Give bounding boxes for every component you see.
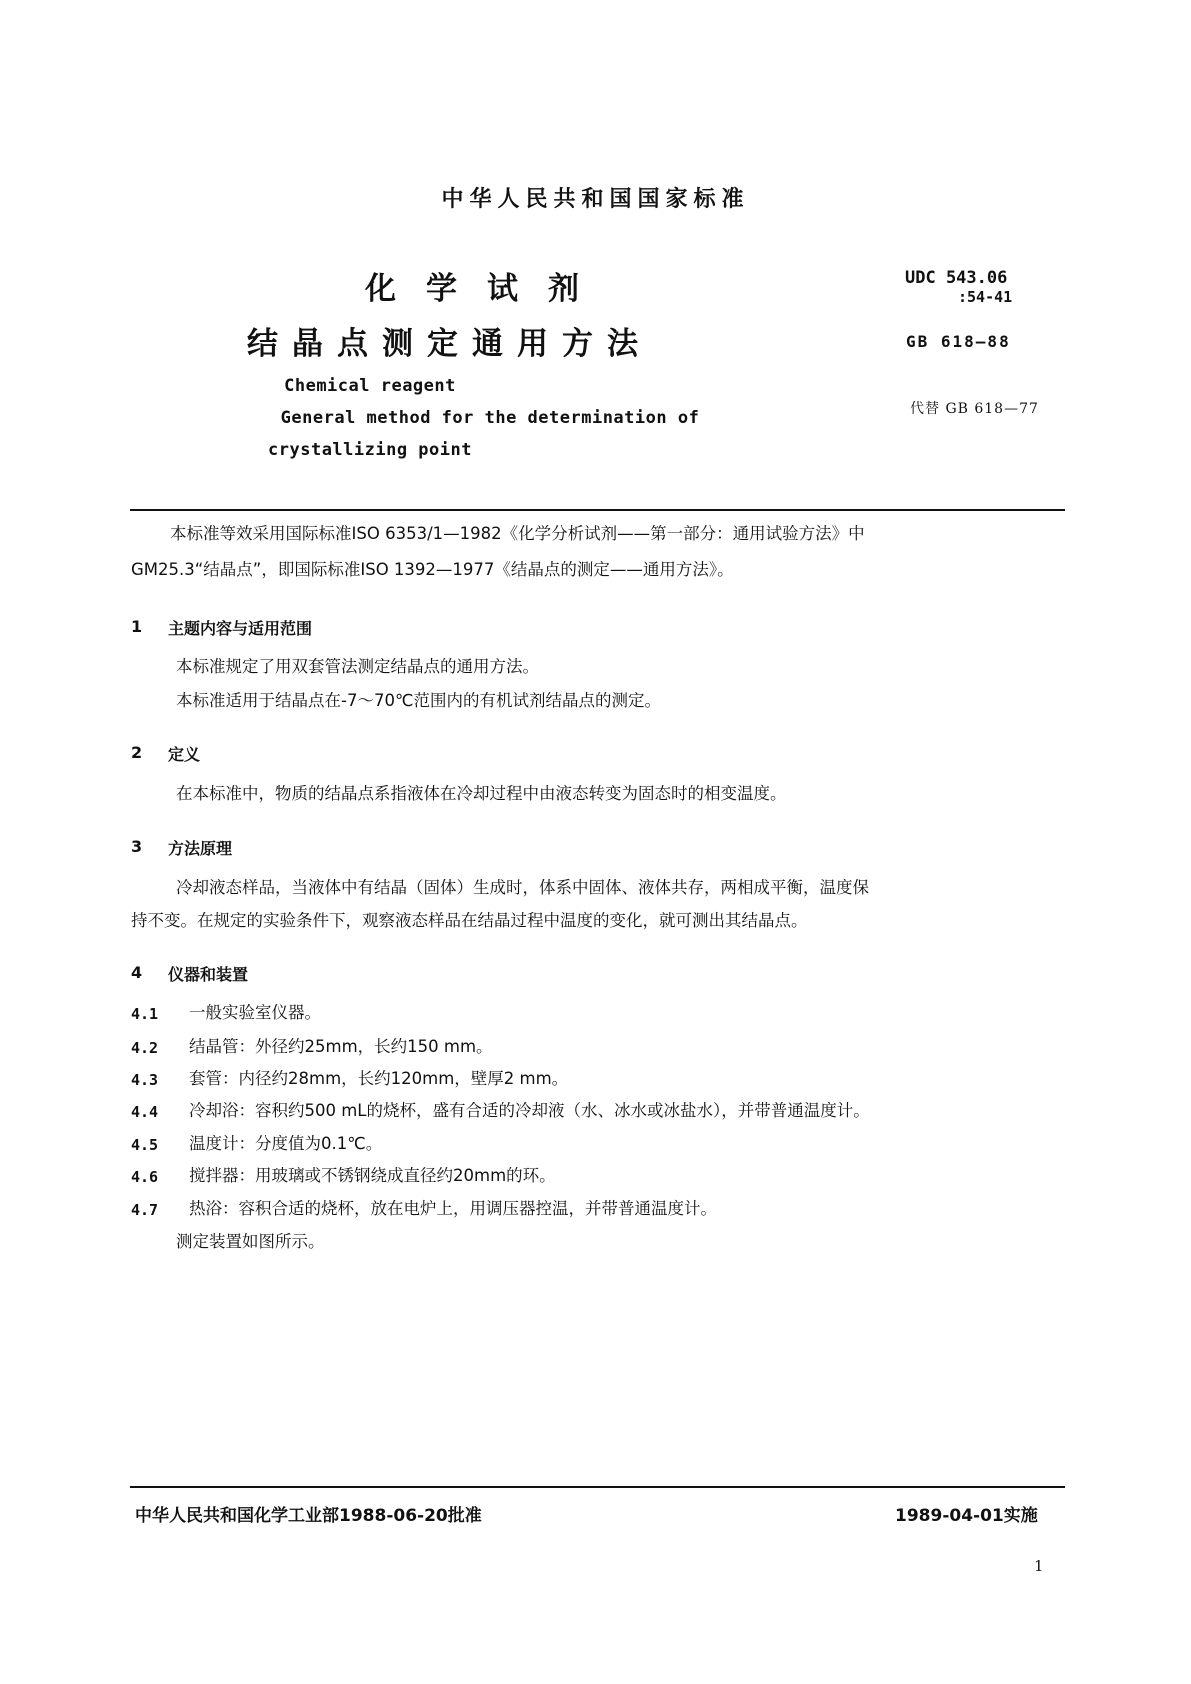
- item-4-4-text: 冷却浴：容积约500 mL的烧杯，盛有合适的冷却液（水、冰水或冰盐水），并带普通温度计。: [189, 1101, 870, 1120]
- intro-line2: GM25.3“结晶点”，即国际标准ISO 1392—1977《结晶点的测定——通用方法》。: [131, 560, 734, 579]
- item-4-2-text: 结晶管：外径约25mm，长约150 mm。: [189, 1037, 493, 1056]
- item-4-3-number: 4.3: [131, 1071, 159, 1089]
- section-3-para-line2: 持不变。在规定的实验条件下，观察液态样品在结晶过程中温度的变化，就可测出其结晶点。: [131, 911, 808, 930]
- title-english-line1: Chemical reagent: [284, 376, 456, 396]
- section-4-number: 4: [131, 963, 143, 982]
- item-4-5-number: 4.5: [131, 1136, 159, 1154]
- section-2-number: 2: [131, 743, 143, 762]
- item-4-4-number: 4.4: [131, 1103, 159, 1121]
- section-4-note: 测定装置如图所示。: [176, 1232, 325, 1251]
- section-3-number: 3: [131, 837, 143, 856]
- footer-divider: [130, 1486, 1065, 1488]
- title-english-line3: crystallizing point: [268, 440, 472, 460]
- section-3-title: 方法原理: [168, 839, 233, 858]
- intro-line1: 本标准等效采用国际标准ISO 6353/1—1982《化学分析试剂——第一部分：通用试验方法》中: [170, 524, 865, 543]
- title-english-line2: General method for the determination of: [280, 408, 700, 428]
- section-4-title: 仪器和装置: [168, 965, 249, 984]
- item-4-5-text: 温度计：分度值为0.1℃。: [189, 1134, 383, 1153]
- item-4-2-number: 4.2: [131, 1039, 159, 1057]
- national-standard-header: 中华人民共和国国家标准: [441, 187, 750, 212]
- item-4-3-text: 套管：内径约28mm，长约120mm，壁厚2 mm。: [189, 1069, 569, 1088]
- title-chinese-line1: 化学试剂: [365, 271, 609, 307]
- section-1-title: 主题内容与适用范围: [168, 619, 313, 638]
- replaces-standard: 代替 GB 618—77: [910, 401, 1039, 417]
- udc-code: UDC 543.06: [905, 268, 1008, 288]
- implementation-date: 1989-04-01实施: [895, 1506, 1038, 1526]
- section-1-para2: 本标准适用于结晶点在-7～70℃范围内的有机试剂结晶点的测定。: [176, 691, 661, 710]
- page-number: 1: [1034, 1557, 1044, 1575]
- header-divider: [130, 509, 1065, 511]
- item-4-6-text: 搅拌器：用玻璃或不锈钢绕成直径约20mm的环。: [189, 1166, 556, 1185]
- udc-code-suffix: :54-41: [958, 288, 1013, 306]
- title-chinese-line2: 结晶点测定通用方法: [247, 326, 652, 362]
- section-2-para1: 在本标准中，物质的结晶点系指液体在冷却过程中由液态转变为固态时的相变温度。: [176, 784, 787, 803]
- approval-date: 中华人民共和国化学工业部1988-06-20批准: [135, 1506, 482, 1526]
- gb-standard-number: GB 618—88: [906, 332, 1011, 351]
- item-4-1-number: 4.1: [131, 1005, 159, 1023]
- item-4-7-number: 4.7: [131, 1201, 159, 1219]
- section-3-para-line1: 冷却液态样品，当液体中有结晶（固体）生成时，体系中固体、液体共存，两相成平衡，温度保: [176, 878, 869, 897]
- item-4-6-number: 4.6: [131, 1168, 159, 1186]
- section-1-para1: 本标准规定了用双套管法测定结晶点的通用方法。: [176, 657, 539, 676]
- item-4-7-text: 热浴：容积合适的烧杯，放在电炉上，用调压器控温，并带普通温度计。: [189, 1199, 717, 1218]
- item-4-1-text: 一般实验室仪器。: [189, 1003, 321, 1022]
- section-1-number: 1: [131, 617, 143, 636]
- section-2-title: 定义: [168, 745, 201, 764]
